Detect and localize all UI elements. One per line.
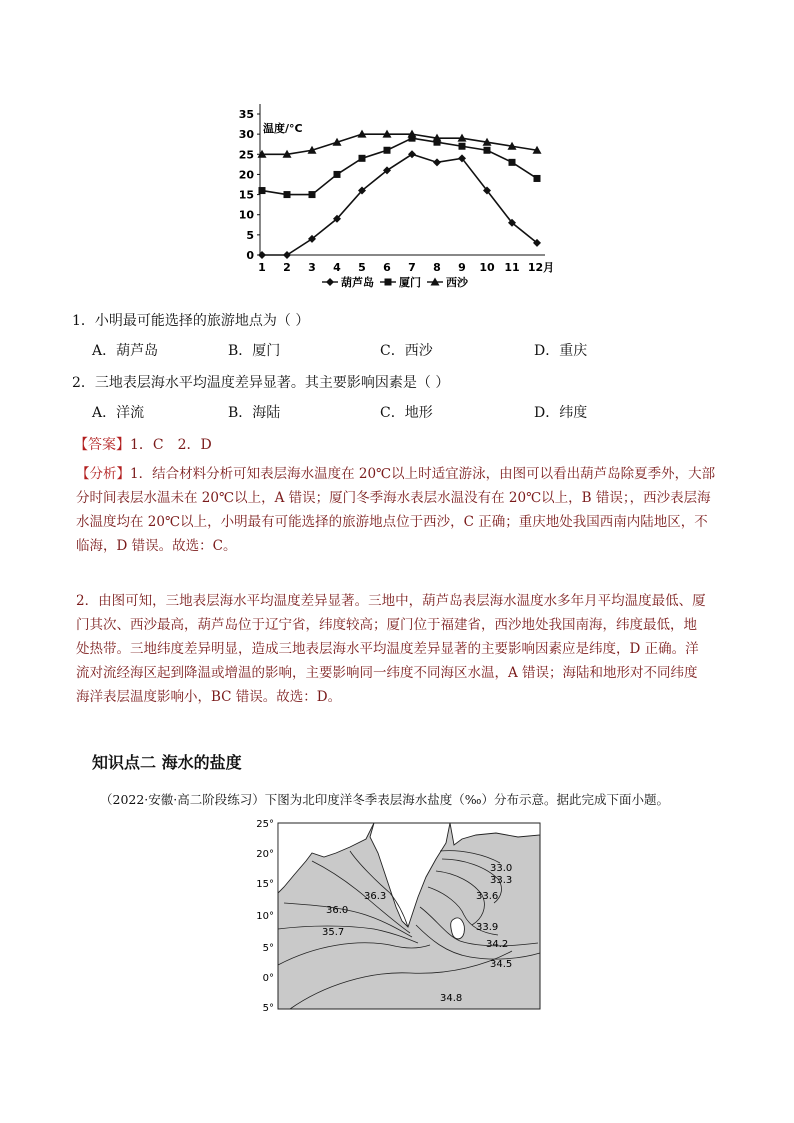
section-title: 知识点二 海水的盐度 <box>92 753 242 772</box>
analysis-paragraph-2 <box>76 589 724 709</box>
y-tick-label: 20 <box>238 168 254 182</box>
analysis-line: 临海，D 错误。故选：C。 <box>76 538 237 554</box>
legend-marker-diamond <box>326 278 334 286</box>
y-axis-label: 温度/°C <box>263 122 303 135</box>
x-tick-label: 9 <box>458 261 466 274</box>
data-point-square <box>259 187 266 194</box>
temperature-chart <box>230 100 560 295</box>
isoline-label: 35.7 <box>322 927 345 938</box>
intro-text: （2022·安徽·高二阶段练习）下图为北印度洋冬季表层海水盐度（‰）分布示意。据此完成下面小题。 <box>100 792 670 807</box>
isoline-label: 33.9 <box>476 922 499 933</box>
isoline-label: 33.0 <box>490 863 513 874</box>
lat-label: 20° <box>256 849 274 860</box>
lat-label: 5° <box>262 943 274 954</box>
series-line-square <box>262 138 537 194</box>
y-tick-label: 0 <box>246 249 254 262</box>
data-point-square <box>484 147 491 154</box>
isoline-label: 36.3 <box>364 891 387 902</box>
isoline-label: 34.8 <box>440 993 463 1004</box>
analysis-line: 2．由图可知，三地表层海水平均温度差异显著。三地中，葫芦岛表层海水温度水多年月平均温度最低、厦 <box>76 593 706 609</box>
series-line-diamond <box>262 154 537 255</box>
x-tick-label: 5 <box>358 261 366 274</box>
data-point-square <box>309 191 316 198</box>
x-tick-label: 4 <box>333 261 341 274</box>
analysis-line: 门其次、西沙最高，葫芦岛位于辽宁省，纬度较高；厦门位于福建省，西沙地处我国南海，纬度最低，地 <box>76 617 697 633</box>
data-point-diamond <box>283 251 291 259</box>
y-tick-label: 25 <box>238 148 254 162</box>
isoline-label: 34.2 <box>486 939 509 950</box>
x-tick-label: 3 <box>308 261 316 274</box>
analysis-tag: 【分析】 <box>76 466 130 482</box>
x-tick-label: 6 <box>383 261 391 274</box>
data-point-square <box>459 143 466 150</box>
data-point-square <box>509 159 516 166</box>
answer-text: 1．C 2．D <box>130 437 212 453</box>
analysis-line: 分时间表层水温未在 20℃以上，A 错误；厦门冬季海水表层水温没有在 20℃以上，B 错误；，西沙表层海 <box>76 490 711 506</box>
x-tick-label: 12月 <box>527 261 555 274</box>
legend-label: 葫芦岛 <box>341 276 374 289</box>
q2-option-c[interactable]: C．地形 <box>380 405 433 421</box>
data-point-square <box>384 147 391 154</box>
salinity-map <box>250 815 550 1015</box>
y-tick-label: 35 <box>238 108 254 121</box>
lat-label: 15° <box>256 879 274 890</box>
x-tick-label: 11 <box>504 261 520 274</box>
y-tick-label: 15 <box>238 188 254 202</box>
q1-option-a[interactable]: A．葫芦岛 <box>92 343 159 359</box>
q2-option-b[interactable]: B．海陆 <box>228 405 281 421</box>
isoline-label: 36.0 <box>326 905 349 916</box>
lat-label: 0° <box>262 973 274 984</box>
y-tick-label: 30 <box>238 128 254 142</box>
isoline-label: 33.3 <box>490 875 513 886</box>
q1-option-b[interactable]: B．厦门 <box>228 343 281 359</box>
q2-option-a[interactable]: A．洋流 <box>92 405 145 421</box>
analysis-line: 流对流经海区起到降温或增温的影响，主要影响同一纬度不同海区水温，A 错误；海陆和地形对不同纬度 <box>76 665 698 681</box>
legend-label: 西沙 <box>446 276 468 289</box>
question-1-stem: 1．小明最可能选择的旅游地点为（ ） <box>72 313 310 329</box>
lat-label: 5° <box>262 1003 274 1014</box>
data-point-square <box>284 191 291 198</box>
data-point-square <box>359 155 366 162</box>
x-tick-label: 1 <box>258 261 266 274</box>
analysis-line: 水温度均在 20℃以上，小明最有可能选择的旅游地点位于西沙，C 正确；重庆地处我国西南内陆地区，不 <box>76 514 708 530</box>
isoline-label: 33.6 <box>476 891 499 902</box>
data-point-square <box>334 171 341 178</box>
lat-label: 25° <box>256 819 274 830</box>
isoline-label: 34.5 <box>490 959 513 970</box>
analysis-line: 【分析】1．结合材料分析可知表层海水温度在 20℃以上时适宜游泳，由图可以看出葫芦岛除夏季外，大部 <box>76 466 716 482</box>
x-tick-label: 10 <box>479 261 495 274</box>
analysis-paragraph-1 <box>76 462 724 558</box>
q1-option-d[interactable]: D．重庆 <box>534 343 588 359</box>
legend-marker-square <box>385 279 392 286</box>
data-point-diamond <box>433 158 441 166</box>
lat-label: 10° <box>256 911 274 922</box>
data-point-square <box>534 175 541 182</box>
q2-option-d[interactable]: D．纬度 <box>534 405 588 421</box>
answer-tag: 【答案】 <box>74 437 130 453</box>
data-point-diamond <box>258 251 266 259</box>
x-tick-label: 2 <box>283 261 291 274</box>
answer-line <box>74 434 212 454</box>
analysis-line: 处热带。三地纬度差异明显，造成三地表层海水平均温度差异显著的主要影响因素应是纬度，D 正确。洋 <box>76 641 699 657</box>
data-point-diamond <box>408 150 416 158</box>
y-tick-label: 10 <box>238 208 254 222</box>
question-2-stem: 2．三地表层海水平均温度差异显著。其主要影响因素是（ ） <box>72 375 450 391</box>
analysis-line: 海洋表层温度影响小，BC 错误。故选：D。 <box>76 689 342 705</box>
x-tick-label: 8 <box>433 261 441 274</box>
legend-label: 厦门 <box>399 276 421 289</box>
sri-lanka-land <box>451 918 465 939</box>
q1-option-c[interactable]: C．西沙 <box>380 343 433 359</box>
y-tick-label: 5 <box>246 228 254 242</box>
x-tick-label: 7 <box>408 261 416 274</box>
